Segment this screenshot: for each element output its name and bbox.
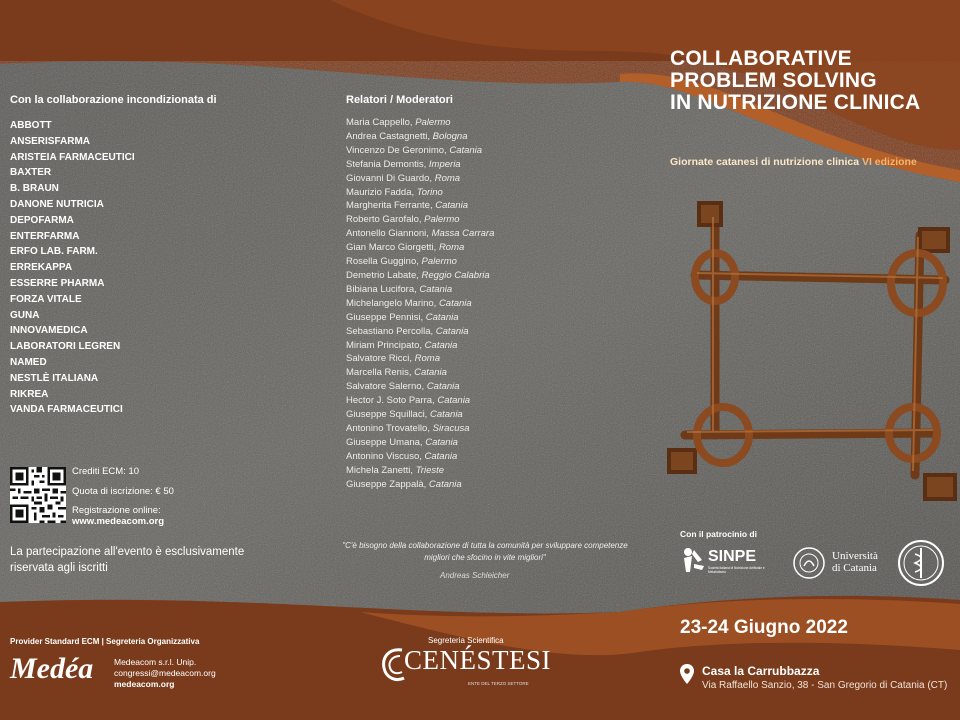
speaker-city: Reggio Calabria: [421, 269, 490, 281]
speaker-name: Salvatore Ricci,: [346, 353, 412, 365]
speaker-city: Catania: [428, 478, 462, 490]
sponsor-item: INNOVAMEDICA: [10, 325, 88, 337]
speaker-item: [346, 394, 494, 408]
venue-name: Casa la Carrubbazza: [702, 664, 820, 678]
medea-email[interactable]: congressi@medeacom.org: [114, 668, 216, 678]
ecm-fee: Quota di iscrizione: € 50: [72, 486, 174, 497]
sponsor-item: LABORATORI LEGREN: [10, 341, 121, 353]
speaker-city: Catania: [435, 325, 469, 337]
speaker-item: [346, 297, 494, 311]
speaker-city: Roma: [438, 242, 465, 254]
ecm-registration: Registrazione online:: [72, 505, 161, 516]
title-line: IN NUTRIZIONE CLINICA: [670, 91, 921, 114]
speaker-item: [346, 116, 494, 130]
sponsor-item: ENTERFARMA: [10, 230, 80, 242]
venue-address: Via Raffaello Sanzio, 38 - San Gregorio di Catania (CT): [702, 680, 948, 691]
speaker-city: Torino: [416, 186, 443, 198]
provider-label: Provider Standard ECM | Segreteria Organizzativa: [10, 637, 200, 646]
speaker-name: Salvatore Salerno,: [346, 381, 425, 393]
speaker-item: [346, 339, 494, 353]
sponsor-item: ABBOTT: [10, 120, 52, 131]
speaker-name: Michela Zanetti,: [346, 464, 414, 476]
speaker-name: Michelangelo Marino,: [346, 297, 437, 309]
sponsors-heading: Con la collaborazione incondizionata di: [10, 94, 217, 106]
unict-logo: [792, 546, 878, 585]
quote-text: "C'è bisogno della collaborazione di tutta la comunità per sviluppare competenze migliori che sfocino in vite migliori": [342, 541, 628, 562]
speaker-item: [346, 408, 494, 422]
speaker-city: Catania: [419, 283, 453, 295]
speaker-name: Hector J. Soto Parra,: [346, 395, 435, 407]
event-title: [670, 48, 920, 114]
speaker-name: Maria Cappello,: [346, 117, 413, 128]
speaker-item: [346, 144, 494, 158]
sponsor-item: ESSERRE PHARMA: [10, 277, 105, 289]
speaker-city: Catania: [437, 395, 471, 407]
speaker-item: [346, 269, 494, 283]
speaker-item: [346, 366, 494, 380]
sponsor-item: NAMED: [10, 356, 47, 368]
speaker-item: [346, 241, 494, 255]
sinpe-subtitle: Società Italiana di Nutrizione Artificiale e Metabolismo: [708, 566, 765, 574]
speaker-city: Siracusa: [432, 422, 470, 434]
speaker-name: Antonello Giannoni,: [346, 228, 429, 240]
speaker-item: [346, 255, 494, 269]
sponsor-item: ARISTEIA FARMACEUTICI: [10, 151, 135, 163]
speaker-city: Trieste: [415, 464, 445, 476]
subtitle-text: Giornate catanesi di nutrizione clinica: [670, 156, 860, 168]
speaker-name: Maurizio Fadda,: [346, 186, 415, 198]
edition-text: VI edizione: [861, 156, 917, 168]
speaker-name: Giovanni Di Guardo,: [346, 172, 433, 184]
speaker-item: [346, 130, 494, 144]
speaker-name: Miriam Principato,: [346, 339, 423, 351]
speaker-item: [346, 283, 494, 297]
speaker-item: [346, 380, 494, 394]
speaker-name: Rosella Guggino,: [346, 256, 419, 268]
speaker-item: [346, 227, 494, 241]
sponsor-item: DEPOFARMA: [10, 214, 74, 226]
ecm-credits: Crediti ECM: 10: [72, 466, 140, 477]
unict-name: Università di Catania: [832, 550, 878, 574]
sponsor-item: NESTLÈ ITALIANA: [10, 372, 99, 384]
speaker-city: Catania: [438, 297, 472, 309]
caduceus-seal-icon: [896, 538, 946, 588]
speaker-name: Sebastiano Percolla,: [346, 325, 434, 337]
sponsor-item: ANSERISFARMA: [10, 135, 91, 147]
speaker-name: Giuseppe Umana,: [346, 436, 423, 448]
sponsor-item: B. BRAUN: [10, 183, 59, 195]
speaker-city: Bologna: [432, 130, 468, 142]
speaker-name: Marcella Renis,: [346, 367, 412, 379]
speaker-name: Bibiana Lucifora,: [346, 283, 417, 295]
speaker-item: [346, 158, 494, 172]
speaker-item: [346, 436, 494, 450]
speaker-city: Palermo: [421, 256, 457, 268]
quote-author: Andreas Schleicher: [440, 571, 510, 580]
speaker-name: Vincenzo De Geronimo,: [346, 144, 447, 156]
title-line: PROBLEM SOLVING: [670, 69, 877, 92]
speaker-city: Imperia: [428, 158, 461, 170]
registration-url[interactable]: www.medeacom.org: [72, 516, 165, 527]
medea-company: Medeacom s.r.l. Unip.: [114, 657, 197, 667]
speaker-city: Catania: [429, 409, 463, 421]
registration-link[interactable]: [72, 516, 164, 527]
cenestesi-logo: CENÉSTESI: [404, 645, 552, 675]
sponsor-item: BAXTER: [10, 167, 52, 179]
speaker-item: [346, 311, 494, 325]
sponsor-item: VANDA FARMACEUTICI: [10, 404, 123, 416]
speaker-city: Catania: [435, 200, 468, 212]
speaker-item: [346, 450, 494, 464]
speaker-name: Roberto Garofalo,: [346, 214, 422, 226]
speaker-item: [346, 478, 494, 492]
sponsor-item: ERFO LAB. FARM.: [10, 246, 98, 258]
speaker-name: Margherita Ferrante,: [346, 200, 433, 212]
speaker-item: [346, 172, 494, 186]
event-date: 23-24 Giugno 2022: [680, 617, 848, 638]
speaker-city: Catania: [426, 381, 460, 393]
speaker-city: Palermo: [424, 214, 460, 226]
speaker-city: Catania: [424, 339, 458, 351]
sponsors-list: [10, 118, 135, 418]
participation-notice: La partecipazione all'evento è esclusivamente riservata agli iscritti: [10, 546, 245, 574]
speaker-name: Stefania Demontis,: [346, 158, 427, 170]
unict-seal-icon: [792, 546, 826, 580]
speakers-heading: Relatori / Moderatori: [346, 94, 453, 106]
speaker-item: [346, 352, 494, 366]
sponsor-item: RIKREA: [10, 388, 49, 400]
speaker-item: [346, 464, 494, 478]
speaker-name: Demetrio Labate,: [346, 269, 419, 281]
sinpe-name: SINPE: [708, 548, 757, 565]
speaker-item: [346, 186, 494, 200]
keys-illustration: [655, 195, 960, 515]
speaker-city: Catania: [425, 436, 458, 448]
speaker-name: Andrea Castagnetti,: [346, 130, 430, 142]
medea-website[interactable]: medeacom.org: [114, 679, 175, 689]
speaker-city: Roma: [414, 353, 440, 365]
speaker-name: Gian Marco Giorgetti,: [346, 242, 437, 254]
speaker-item: [346, 213, 494, 227]
sponsor-item: ERREKAPPA: [10, 262, 73, 274]
sinpe-logo: [680, 546, 780, 576]
qr-code[interactable]: [10, 467, 66, 523]
scientific-secretariat-label: Segreteria Scientifica: [428, 636, 504, 645]
title-line: COLLABORATIVE: [670, 47, 852, 70]
medea-logo: Medéa: [10, 652, 94, 685]
speaker-item: [346, 199, 494, 213]
sponsor-item: DANONE NUTRICIA: [10, 198, 104, 210]
speaker-city: Roma: [434, 172, 461, 184]
speaker-city: Catania: [425, 311, 459, 323]
cenestesi-subtitle: ENTE DEL TERZO SETTORE: [468, 681, 529, 686]
speaker-item: [346, 325, 494, 339]
speaker-name: Giuseppe Squillaci,: [346, 409, 428, 421]
speaker-city: Catania: [414, 367, 447, 379]
patronage-label: Con il patrocinio di: [680, 529, 757, 539]
speaker-name: Antonino Viscuso,: [346, 450, 422, 462]
speaker-city: Catania: [449, 144, 483, 156]
speaker-city: Catania: [424, 450, 458, 462]
sponsor-item: GUNA: [10, 309, 40, 321]
speaker-name: Giuseppe Zappalà,: [346, 478, 427, 490]
speaker-name: Antonino Trovatello,: [346, 422, 430, 434]
speaker-item: [346, 422, 494, 436]
sponsor-item: FORZA VITALE: [10, 293, 82, 305]
speaker-city: Palermo: [415, 117, 451, 128]
speaker-city: Massa Carrara: [431, 228, 495, 240]
event-subtitle: [670, 156, 917, 168]
sinpe-icon: [680, 546, 706, 574]
speaker-name: Giuseppe Pennisi,: [346, 311, 424, 323]
location-pin-icon: [680, 664, 694, 684]
speakers-list: [346, 116, 494, 491]
